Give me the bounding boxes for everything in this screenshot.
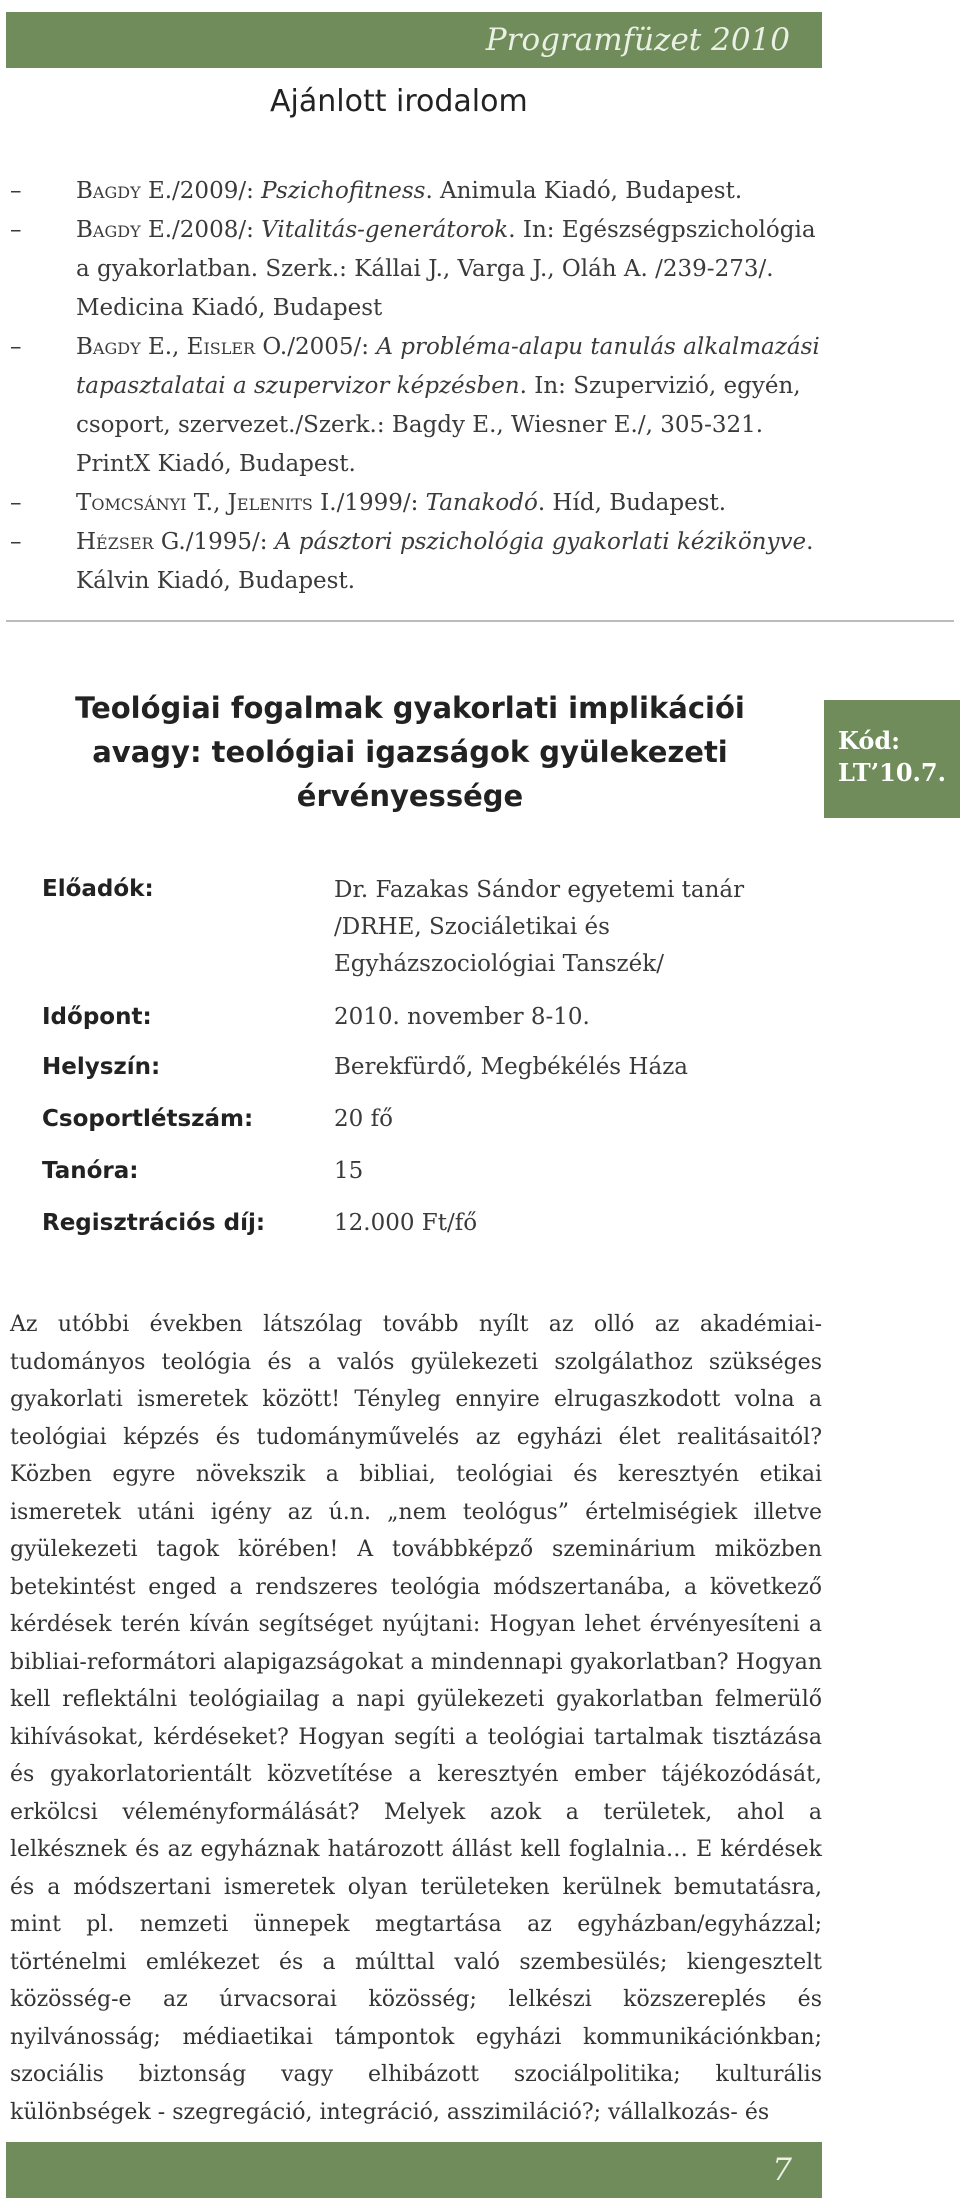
bullet-dash: – bbox=[10, 334, 22, 360]
reading-list bbox=[10, 172, 830, 601]
ref-publisher: . Animula Kiadó, Budapest. bbox=[425, 178, 743, 204]
ref-title: Tanakodó bbox=[425, 490, 538, 516]
ref-title: Vitalitás-generátorok bbox=[261, 217, 509, 243]
ref-author: Bagdy E., Eisler O. bbox=[76, 334, 288, 360]
course-code-box bbox=[824, 700, 960, 818]
course-code-label: Kód: bbox=[838, 726, 900, 755]
ref-title: Pszichofitness bbox=[261, 178, 426, 204]
field-value-csoportletszam: 20 fő bbox=[334, 1106, 393, 1132]
ref-year: /2008/: bbox=[172, 217, 262, 243]
ref-title: A pásztori pszichológia gyakorlati kézikönyve bbox=[274, 529, 807, 555]
field-value-tanora: 15 bbox=[334, 1158, 364, 1184]
field-label-regisztracios-dij: Regisztrációs díj: bbox=[42, 1210, 266, 1236]
ref-year: /2005/: bbox=[287, 334, 377, 360]
reading-heading: Ajánlott irodalom bbox=[270, 84, 528, 119]
course-title: Teológiai fogalmak gyakorlati implikációi avagy: teológiai igazságok gyülekezeti érvényessége bbox=[75, 691, 745, 813]
ref-year: /2009/: bbox=[172, 178, 262, 204]
ref-year: /1999/: bbox=[336, 490, 426, 516]
field-label-tanora: Tanóra: bbox=[42, 1158, 139, 1184]
field-label-helyszin: Helyszín: bbox=[42, 1054, 161, 1080]
ref-author: Tomcsányi T., Jelenits I. bbox=[76, 490, 337, 516]
reading-item bbox=[10, 484, 830, 523]
ref-author: Bagdy E. bbox=[76, 178, 173, 204]
reading-item bbox=[10, 211, 830, 328]
bullet-dash: – bbox=[10, 178, 22, 204]
bullet-dash: – bbox=[10, 217, 22, 243]
ref-publisher: . In: Szupervizió, egyén, csoport, szervezet./Szerk.: Bagdy E., Wiesner E./, 305-321. PrintX Kiadó, Budapest. bbox=[76, 373, 801, 477]
section-divider bbox=[6, 620, 954, 622]
header-band bbox=[6, 12, 822, 68]
field-label-idopont: Időpont: bbox=[42, 1004, 152, 1030]
running-title: Programfüzet 2010 bbox=[485, 22, 790, 58]
ref-title: A probléma-alapu tanulás alkalmazási tapasztalatai a szupervizor képzésben bbox=[76, 334, 820, 399]
course-description: Az utóbbi években látszólag tovább nyílt az olló az akadémiai-tudományos teológia és a valós gyülekezeti szolgálathoz szükséges gyakorlati ismeretek között! Tényleg ennyire elrugaszkodott volna a teológiai képzés és tudományművelés az egyházi élet realitásaitól? Közben egyre növekszik a bibliai, teológiai és keresztyén etikai ismeretek utáni igény az ú.n. „nem teológus” értelmiségiek illetve gyülekezeti tagok körében! A továbbképző szeminárium miközben betekintést enged a rendszeres teológia módszertanába, a következő kérdések terén kíván segítséget nyújtani: Hogyan lehet érvényesíteni a bibliai-reformátori alapigazságokat a mindennapi gyakorlatban? Hogyan kell reflektálni teológiailag a napi gyülekezeti gyakorlatban felmerülő kihívásokat, kérdéseket? Hogyan segíti a teológiai tartalmak tisztázása és gyakorlatorientált közvetítése a keresztyén ember tájékozódását, erkölcsi véleményformálását? Melyek azok a területek, ahol a lelkésznek és az egyháznak határozott állást kell foglalnia… E kérdések és a módszertani ismeretek olyan területeken kerülnek bemutatásra, mint pl. nemzeti ünnepek megtartása az egyházban/egyházzal; történelmi emlékezet és a múlttal való szembesülés; kiengesztelt közösség-e az úrvacsorai közösség; lelkészi közszereplés és nyilvánosság; médiaetikai támpontok egyházi kommunikációnkban; szociális biztonság vagy elhibázott szociálpolitika; kulturális különbségek - szegregáció, integráció, asszimiláció?; vállalkozás- és bbox=[10, 1312, 822, 2125]
field-value-regisztracios-dij: 12.000 Ft/fő bbox=[334, 1210, 478, 1236]
ref-author: Bagdy E. bbox=[76, 217, 173, 243]
bullet-dash: – bbox=[10, 529, 22, 555]
field-label-eloadok: Előadók: bbox=[42, 876, 154, 902]
reading-item bbox=[10, 328, 830, 484]
ref-publisher: . In: Egészségpszichológia a gyakorlatban. Szerk.: Kállai J., Varga J., Oláh A. /239-273/. Medicina Kiadó, Budapest bbox=[76, 217, 816, 321]
field-label-csoportletszam: Csoportlétszám: bbox=[42, 1106, 254, 1132]
ref-publisher: . Híd, Budapest. bbox=[537, 490, 727, 516]
field-value-helyszin: Berekfürdő, Megbékélés Háza bbox=[334, 1054, 689, 1080]
bullet-dash: – bbox=[10, 490, 22, 516]
footer-band bbox=[6, 2142, 822, 2198]
course-code-value: LT’10.7. bbox=[838, 758, 946, 787]
ref-publisher: . Kálvin Kiadó, Budapest. bbox=[76, 529, 814, 594]
field-value-eloadok: Dr. Fazakas Sándor egyetemi tanár /DRHE, Szociáletikai és Egyházszociológiai Tanszék/ bbox=[334, 877, 745, 977]
reading-item bbox=[10, 172, 830, 211]
ref-year: /1995/: bbox=[185, 529, 275, 555]
page-number: 7 bbox=[772, 2152, 792, 2188]
ref-author: Hézser G. bbox=[76, 529, 186, 555]
field-value-idopont: 2010. november 8-10. bbox=[334, 1004, 590, 1030]
reading-item bbox=[10, 523, 830, 601]
